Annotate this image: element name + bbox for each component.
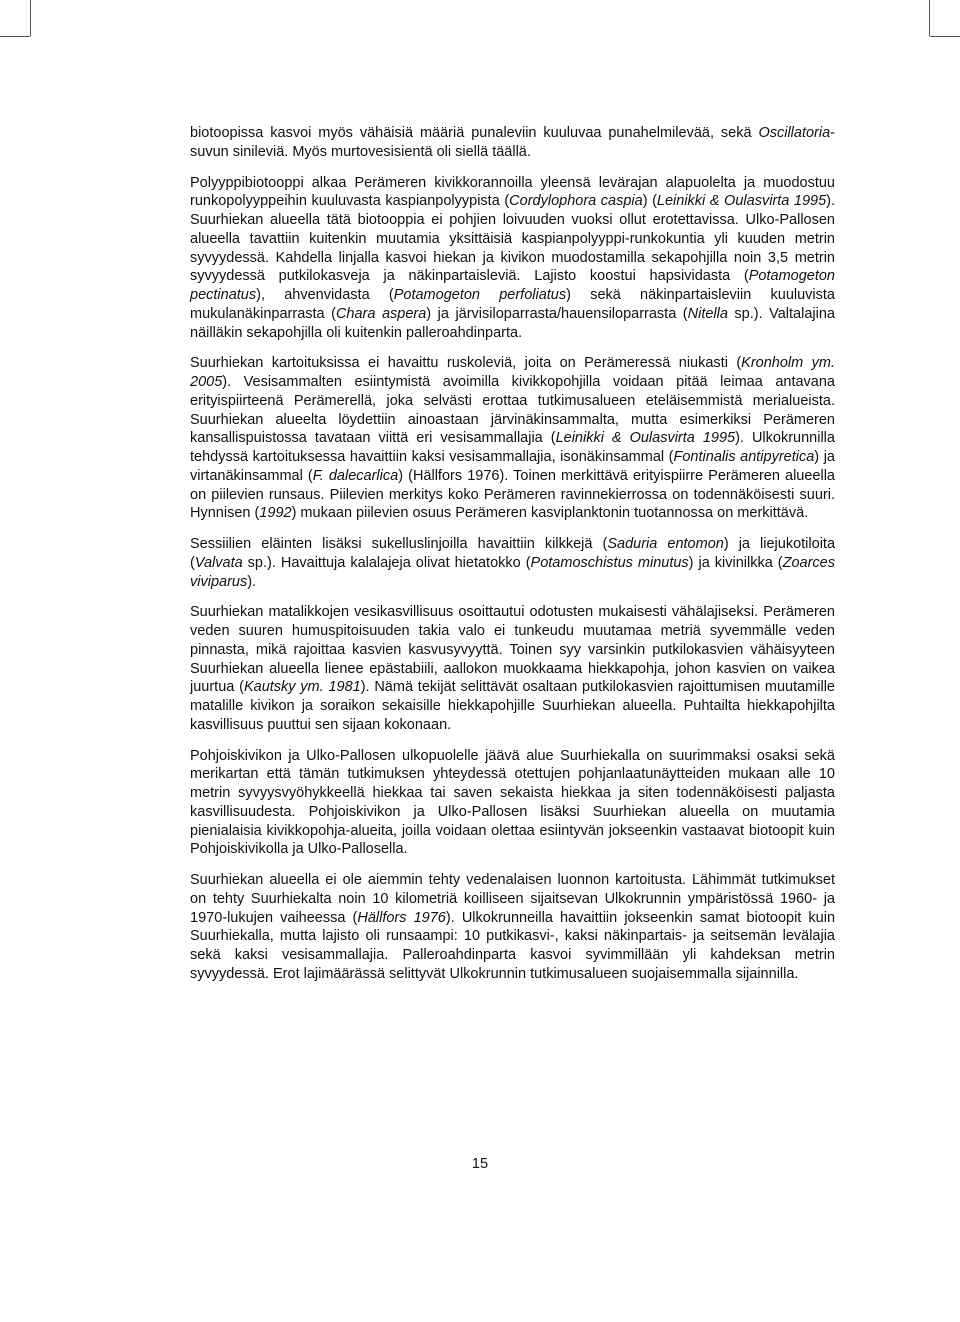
text-run: ) ja kivinilkka ( bbox=[688, 554, 783, 571]
text-run: Suurhiekan matalikkojen vesikasvillisuus osoittautui odotusten mukaisesti vähälajiseksi. Perämeren veden suuren humuspitoisuuden takia valo ei tunkeudu muutamaa metriä syvemmälle veden pinnasta, mikä rajoittaa kasvien kasvusyvyyttä. Toinen syy varsinkin putkilokasvien vähäisyyteen Suurhiekan alueella lienee epästabiili, aallokon muokkaama hiekkapohja, johon kasvien on vaikea juurtua ( bbox=[190, 604, 835, 696]
crop-mark-top-right-vertical bbox=[929, 0, 930, 36]
text-run: ) ja liejukotiloita ( bbox=[190, 536, 836, 571]
page-number: 15 bbox=[471, 1156, 489, 1172]
italic-text-run: Leinikki & Oulasvirta 1995 bbox=[555, 430, 736, 447]
text-run: Suurhiekan alueella ei ole aiemmin tehty vedenalaisen luonnon kartoitusta. Lähimmät tutkimukset on tehty Suurhiekalta noin 10 kilometriä koilliseen sijaitsevan Ulkokrunnin ympäristössä 1960- ja 1970-lukujen vaiheessa ( bbox=[190, 872, 835, 926]
italic-text-run: Fontinalis antipyretica bbox=[673, 449, 815, 465]
text-run: ) (Hällfors 1976). Toinen merkittävä erityispiirre Perämeren alueella on piilevien runsaus. Piilevien merkitys koko Perämeren ravinnekierrossa on todennäköisesti suuri. Hynnisen ( bbox=[190, 467, 835, 522]
italic-text-run: Potamogeton perfoliatus bbox=[393, 287, 567, 303]
crop-mark-top-left-horizontal bbox=[0, 36, 30, 37]
text-run: ). Nämä tekijät selittävät osaltaan putkilokasvien rajoittumisen muutamille matalille kivikon ja soraikon sekaisille hiekkapohjille Suurhiekan alueella. Puhtailta hiekkapohjilta kasvillisuus puuttui sen sijaan kokonaan. bbox=[190, 679, 835, 733]
crop-mark-top-right-horizontal bbox=[930, 36, 960, 37]
paragraph bbox=[190, 174, 835, 343]
text-run: ) ( bbox=[642, 193, 657, 210]
italic-text-run: Chara aspera bbox=[335, 305, 427, 322]
italic-text-run: Valvata bbox=[194, 554, 243, 571]
italic-text-run: Potamogeton pectinatus bbox=[190, 268, 835, 303]
text-run: ). Vesisammalten esiintymistä avoimilla kivikkopohjilla voidaan pitää leimaa antavana erityispiirteenä Perämerellä, joka selvästi erottaa tutkimusalueen eteläisemmistä merialueista. Suurhiekan alueelta löydettiin ainoastaan järvinäkinsammalta, mutta esimerkiksi Perämeren kansallispuistossa tavataan viittä eri vesisammallajia ( bbox=[190, 374, 835, 447]
text-run: ) sekä näkinpartaisleviin kuuluvista mukulanäkinparrasta ( bbox=[190, 287, 835, 322]
text-run: Polyyppibiotooppi alkaa Perämeren kivikkorannoilla yleensä levärajan alapuolelta ja muodostuu runkopolyyppeihin kuuluvasta kaspianpolyypista ( bbox=[190, 174, 835, 210]
text-run: ). Suurhiekan alueella tätä biotooppia ei pohjien loivuuden vuoksi ollut erotettavissa. Ulko-Pallosen alueella tavattiin kuitenkin muutamia yksittäisiä kaspianpolyyppi-runkokuntia yli kuuden metrin syvyydessä. Kahdella linjalla kasvoi hiekan ja kivikon muodostamilla sekapohjilla noin 3,5 metrin syvyydessä putkilokasveja ja näkinpartaisleviä. Lajisto koostui hapsividasta ( bbox=[190, 193, 836, 285]
text-run: sp.). Valtalajina näilläkin sekapohjilla oli kuitenkin palleroahdinparta. bbox=[190, 305, 835, 341]
text-run: -suvun sinileviä. Myös murtovesisientä oli siellä täällä. bbox=[190, 125, 835, 160]
text-run: ). Ulkokrunnilla tehdyssä kartoituksessa havaittiin kaksi vesisammallajia, isonäkinsammal ( bbox=[190, 430, 835, 465]
crop-mark-top-left-vertical bbox=[30, 0, 31, 36]
text-run: Suurhiekan kartoituksissa ei havaittu ruskoleviä, joita on Perämeressä niukasti ( bbox=[190, 355, 742, 372]
text-run: ). bbox=[247, 573, 257, 590]
text-run: ), ahvenvidasta ( bbox=[256, 287, 394, 303]
text-run: ) ja virtanäkinsammal ( bbox=[190, 449, 835, 484]
italic-text-run: Leinikki & Oulasvirta 1995 bbox=[656, 193, 827, 210]
text-run: biotoopissa kasvoi myös vähäisiä määriä punaleviin kuuluvaa punahelmilevää, sekä bbox=[190, 125, 759, 141]
paragraph bbox=[190, 747, 835, 860]
text-run: ) ja järvisiloparrasta/hauensiloparrasta ( bbox=[426, 305, 688, 322]
text-run: ) mukaan piilevien osuus Perämeren kasviplanktonin tuotannossa on merkittävä. bbox=[291, 505, 809, 522]
italic-text-run: Nitella bbox=[687, 305, 728, 322]
text-run: Sessiilien eläinten lisäksi sukelluslinjoilla havaittiin kilkkejä ( bbox=[190, 536, 608, 552]
text-run: ). Ulkokrunneilla havaittiin jokseenkin samat biotoopit kuin Suurhiekalla, mutta lajisto oli runsaampi: 10 putkikasvi-, kaksi näkinpartais- ja seitsemän levälajia sekä kaksi vesisammallajia. Palleroahdinparta kasvoi syvimmillään yli kahdeksan metrin syvyydessä. Erot lajimäärässä selittyvät Ulkokrunnin tutkimusalueen suojaisemmalla sijainnilla. bbox=[190, 909, 836, 982]
paragraph bbox=[190, 871, 835, 984]
paragraph bbox=[190, 354, 835, 523]
italic-text-run: Potamoschistus minutus bbox=[530, 554, 689, 571]
italic-text-run: Saduria entomon bbox=[607, 536, 724, 552]
italic-text-run: F. dalecarlica bbox=[312, 467, 399, 484]
italic-text-run: Zoarces viviparus bbox=[190, 554, 835, 590]
text-run: Pohjoiskivikon ja Ulko-Pallosen ulkopuolelle jäävä alue Suurhiekalla on suurimmaksi osaksi sekä merikartan että tämän tutkimuksen yhteydessä otettujen pohjanlaatunäytteiden mukaan alle 10 metrin syvyysvyöhykkeellä hiekkaa tai saven sekaista hiekkaa ja siten todennäköisesti paljasta kasvillisuudesta. Pohjoiskivikon ja Ulko-Pallosen lisäksi Suurhiekan alueella on muutamia pienialaisia kivikkopohja-alueita, joilla voidaan olettaa esiintyvän jokseenkin vastaavat biotoopit kuin Pohjoiskivikolla ja Ulko-Pallosella. bbox=[190, 747, 835, 858]
italic-text-run: Cordylophora caspia bbox=[509, 193, 643, 210]
italic-text-run: Kautsky ym. 1981 bbox=[243, 679, 361, 696]
document-body bbox=[190, 124, 835, 996]
italic-text-run: Oscillatoria bbox=[758, 125, 831, 141]
paragraph bbox=[190, 603, 835, 734]
italic-text-run: Kronholm ym. 2005 bbox=[190, 355, 835, 390]
paragraph bbox=[190, 124, 835, 162]
text-run: sp.). Havaittuja kalalajeja olivat hietatokko ( bbox=[242, 554, 531, 571]
italic-text-run: 1992 bbox=[259, 505, 292, 522]
paragraph bbox=[190, 535, 835, 591]
italic-text-run: Hällfors 1976 bbox=[357, 909, 446, 926]
